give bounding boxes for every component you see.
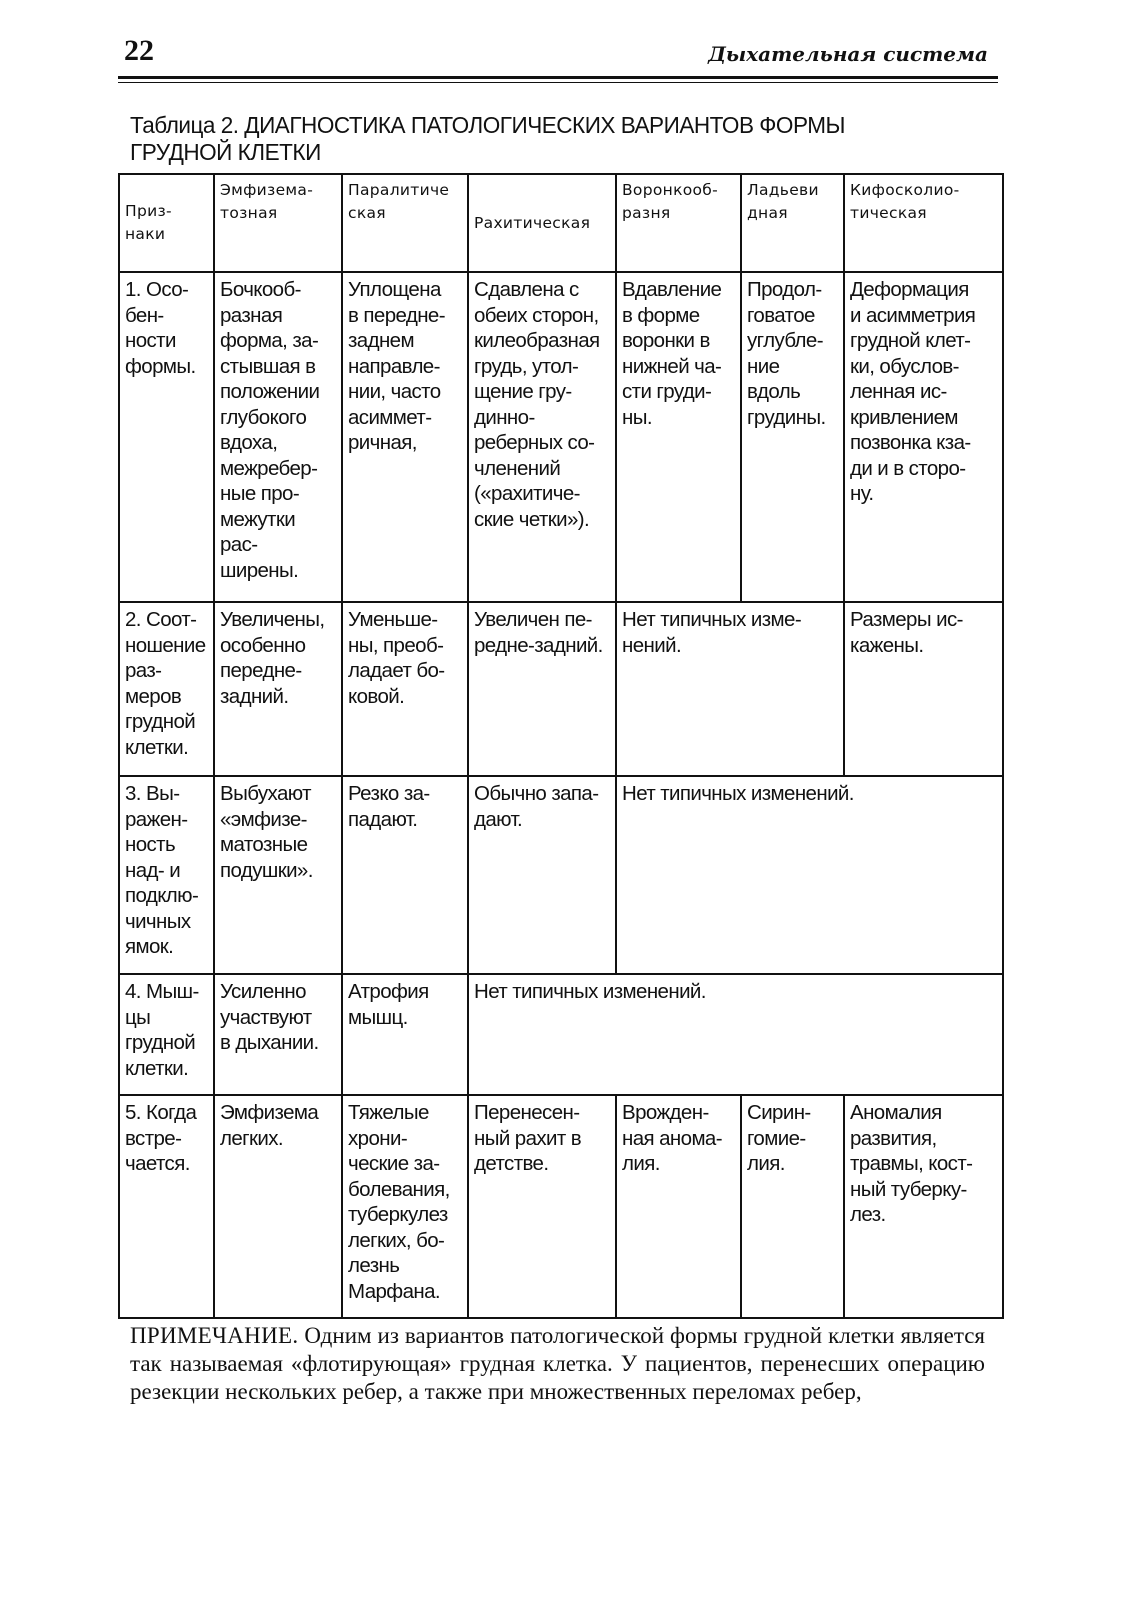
- header-priznaki: Приз- наки: [119, 174, 214, 272]
- header-rule-thick: [118, 76, 998, 79]
- table-row: [119, 776, 1003, 974]
- table-cell: Вдавление в форме воронки в нижней ча- сти груди- ны.: [616, 272, 741, 602]
- table-cell: Размеры ис- кажены.: [844, 602, 1003, 776]
- table-cell: Выбухают «эмфизе- матозные подушки».: [214, 776, 342, 974]
- table-row: [119, 974, 1003, 1095]
- table-cell: Нет типичных изменений.: [468, 974, 1003, 1095]
- header-scaphoid: Ладьеви дная: [741, 174, 844, 272]
- table-cell: Увеличен пе- редне-задний.: [468, 602, 616, 776]
- row-label: 2. Соот- ношение раз- меров грудной клетки.: [119, 602, 214, 776]
- table-cell: Нет типичных изменений.: [616, 776, 1003, 974]
- row-label: 1. Осо- бен- ности формы.: [119, 272, 214, 602]
- header-rule-thin: [118, 82, 998, 83]
- table-cell: Бочкооб- разная форма, за- стывшая в положении глубокого вдоха, межребер- ные про- межутки рас- ширены.: [214, 272, 342, 602]
- row-label: 3. Вы- ражен- ность над- и подклю- чичных ямок.: [119, 776, 214, 974]
- header-funnel: Воронкооб- разня: [616, 174, 741, 272]
- note-text: Одним из вариантов патологической формы грудной клетки является так называемая «флотирующая» грудная клетка. У пациентов, перенесших операцию резекции нескольких ребер, а также при множественных переломах ребер,: [130, 1323, 985, 1404]
- table-cell: Сирин- гомие- лия.: [741, 1095, 844, 1318]
- row-label: 5. Когда встре- чается.: [119, 1095, 214, 1318]
- table-caption: Таблица 2. ДИАГНОСТИКА ПАТОЛОГИЧЕСКИХ ВАРИАНТОВ ФОРМЫ ГРУДНОЙ КЛЕТКИ: [130, 112, 846, 165]
- table-cell: Уменьше- ны, преоб- ладает бо- ковой.: [342, 602, 468, 776]
- table-row: [119, 602, 1003, 776]
- table-cell: Продол- говатое углубле- ние вдоль грудины.: [741, 272, 844, 602]
- header-kyphoscoliotic: Кифосколио- тическая: [844, 174, 1003, 272]
- page-header: [118, 28, 998, 76]
- header-emphysematous: Эмфизема- тозная: [214, 174, 342, 272]
- header-paralytic: Паралитиче ская: [342, 174, 468, 272]
- table-cell: Врожден- ная анома- лия.: [616, 1095, 741, 1318]
- table-cell: Аномалия развития, травмы, кост- ный туберку- лез.: [844, 1095, 1003, 1318]
- note-paragraph: [130, 1322, 985, 1406]
- table-row: [119, 1095, 1003, 1318]
- diagnostic-table: [118, 173, 1004, 1319]
- table-cell: Перенесен- ный рахит в детстве.: [468, 1095, 616, 1318]
- table-cell: Увеличены, особенно передне- задний.: [214, 602, 342, 776]
- row-label: 4. Мыш- цы грудной клетки.: [119, 974, 214, 1095]
- header-rachitic: Рахитическая: [468, 174, 616, 272]
- table-cell: Нет типичных изме- нений.: [616, 602, 844, 776]
- running-title: Дыхательная система: [708, 42, 988, 66]
- page-number: 22: [124, 34, 154, 67]
- table-cell: Деформация и асимметрия грудной клет- ки, обуслов- ленная ис- кривлением позвонка кза- ди и в сторо- ну.: [844, 272, 1003, 602]
- table-cell: Резко за- падают.: [342, 776, 468, 974]
- table-cell: Эмфизема легких.: [214, 1095, 342, 1318]
- table-cell: Усиленно участвуют в дыхании.: [214, 974, 342, 1095]
- note-label: ПРИМЕЧАНИЕ.: [130, 1323, 299, 1348]
- table-cell: Обычно запа- дают.: [468, 776, 616, 974]
- table-cell: Тяжелые хрони- ческие за- болевания, туберкулез легких, бо- лезнь Марфана.: [342, 1095, 468, 1318]
- table-cell: Сдавлена с обеих сторон, килеобразная грудь, утол- щение гру- динно- реберных со- членений («рахитиче- ские четки»).: [468, 272, 616, 602]
- table-row: [119, 272, 1003, 602]
- table-header-row: [119, 174, 1003, 272]
- table-cell: Уплощена в передне- заднем направле- нии, часто асиммет- ричная,: [342, 272, 468, 602]
- table-cell: Атрофия мышц.: [342, 974, 468, 1095]
